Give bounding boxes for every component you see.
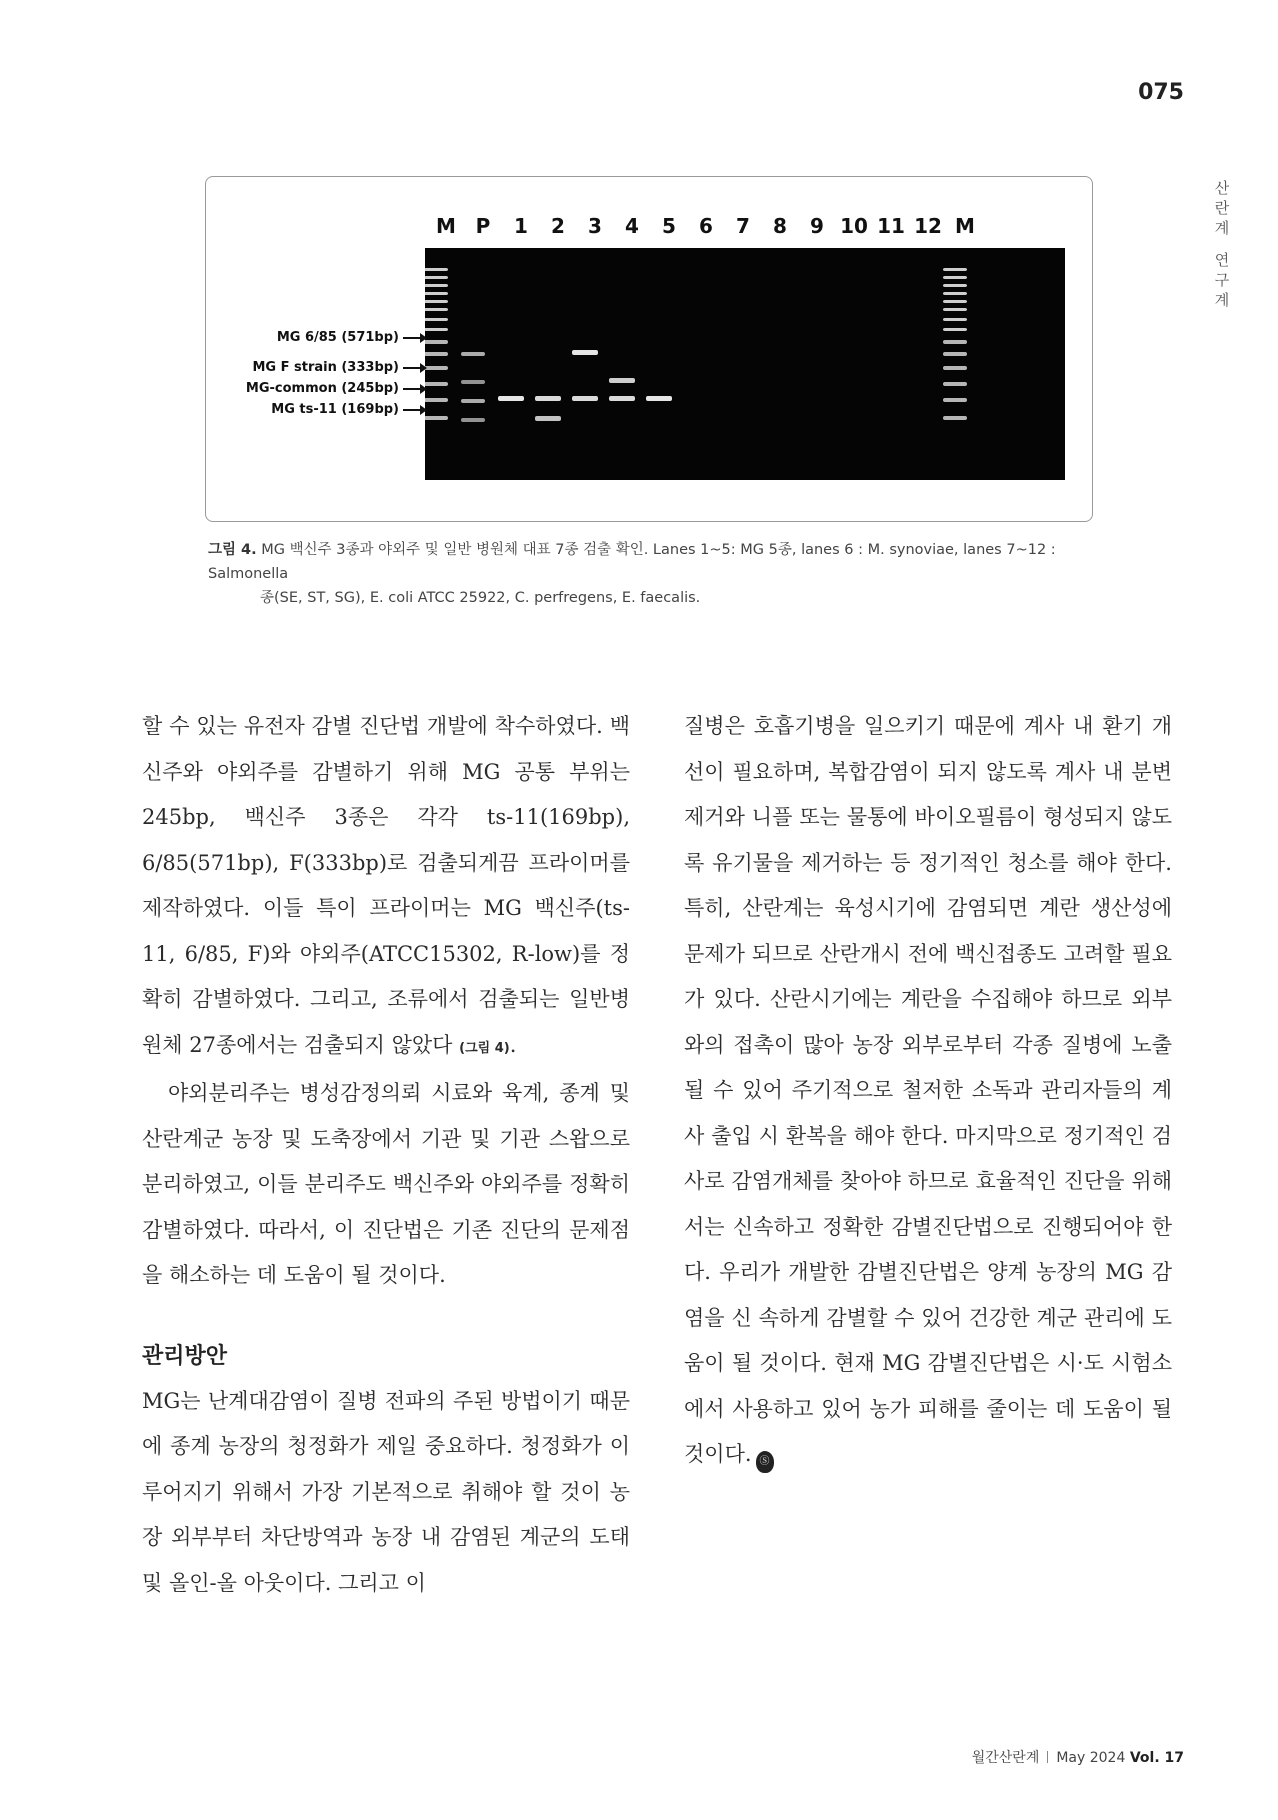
lane-label: 5 bbox=[662, 214, 676, 238]
gel-band bbox=[535, 416, 561, 421]
gel-lane-labels bbox=[436, 214, 1070, 244]
gel-band bbox=[943, 416, 967, 420]
section-heading: 관리방안 bbox=[142, 1343, 228, 1369]
marker-label-571: MG 6/85 (571bp) bbox=[277, 330, 425, 345]
page-number: 075 bbox=[1138, 80, 1184, 105]
side-label-char: 연 bbox=[1214, 251, 1230, 269]
lane-label: 9 bbox=[810, 214, 824, 238]
lane-label: M bbox=[955, 214, 975, 238]
caption-label: 그림 4. bbox=[208, 542, 257, 558]
gel-electrophoresis-image bbox=[425, 248, 1065, 480]
lane-label: 1 bbox=[514, 214, 528, 238]
gel-band bbox=[461, 418, 485, 422]
left-column bbox=[142, 704, 630, 1606]
page-footer bbox=[972, 1747, 1184, 1767]
gel-band bbox=[943, 300, 967, 303]
lane-label: 12 bbox=[914, 214, 942, 238]
gel-band bbox=[425, 382, 448, 386]
gel-band bbox=[609, 396, 635, 401]
gel-band bbox=[943, 276, 967, 279]
issue-date: May 2024 bbox=[1056, 1750, 1126, 1766]
gel-band bbox=[425, 352, 448, 356]
right-column bbox=[684, 704, 1172, 1478]
paragraph: 야외분리주는 병성감정의뢰 시료와 육계, 종계 및 산란계군 농장 및 도축장에서 기관 및 기관 스왑으로 분리하였고, 이들 분리주도 백신주와 야외주를 정확히 감별하였다. 따라서, 이 진단법은 기존 진단의 문제점을 해소하는 데 도움이 될 것이다. bbox=[142, 1081, 630, 1287]
gel-band bbox=[535, 396, 561, 401]
gel-band bbox=[425, 292, 448, 295]
gel-band bbox=[425, 328, 448, 331]
gel-band bbox=[943, 268, 967, 271]
lane-label: 8 bbox=[773, 214, 787, 238]
gel-band bbox=[498, 396, 524, 401]
gel-band bbox=[943, 382, 967, 386]
caption-line-1: MG 백신주 3종과 야외주 및 일반 병원체 대표 7종 검출 확인. Lanes 1~5: MG 5종, lanes 6 : M. synoviae, lanes 7~12 : Salmonella bbox=[208, 542, 1056, 582]
paragraph: 할 수 있는 유전자 감별 진단법 개발에 착수하였다. 백신주와 야외주를 감별하기 위해 MG 공통 부위는 245bp, 백신주 3종은 각각 ts-11(169bp), 6/85(571bp), F(333bp)로 검출되게끔 프라이머를 제작하였다. 이들 특이 프라이머는 MG 백신주(ts-11, 6/85, F)와 야외주(ATCC15302, R-low)를 정확히 감별하였다. 그리고, 조류에서 검출되는 일반병원체 27종에서는 검출되지 않았다 (그림 4). bbox=[142, 714, 630, 1057]
lane-label: 2 bbox=[551, 214, 565, 238]
gel-band bbox=[943, 308, 967, 311]
side-label-char: 산 bbox=[1214, 179, 1230, 197]
gel-band bbox=[943, 398, 967, 402]
lane-label: 10 bbox=[840, 214, 868, 238]
lane-label: 4 bbox=[625, 214, 639, 238]
lane-label: 11 bbox=[877, 214, 905, 238]
gel-band bbox=[943, 328, 967, 331]
side-label-char: 란 bbox=[1214, 199, 1230, 217]
gel-band bbox=[425, 268, 448, 271]
caption-line-2: 종(SE, ST, SG), E. coli ATCC 25922, C. perfregens, E. faecalis. bbox=[260, 590, 701, 606]
gel-band bbox=[425, 300, 448, 303]
end-mark-icon: Ⓢ bbox=[756, 1451, 774, 1473]
gel-band bbox=[943, 366, 967, 370]
side-label-char: 계 bbox=[1214, 291, 1230, 309]
gel-band bbox=[425, 276, 448, 279]
gel-band bbox=[425, 318, 448, 321]
issue-volume: Vol. 17 bbox=[1129, 1750, 1184, 1766]
side-label-char: 계 bbox=[1214, 219, 1230, 237]
gel-band bbox=[461, 380, 485, 384]
lane-label: P bbox=[475, 214, 491, 238]
gel-band bbox=[425, 340, 448, 344]
gel-band bbox=[943, 340, 967, 344]
gel-band bbox=[461, 399, 485, 403]
figure-reference: (그림 4) bbox=[459, 1040, 510, 1056]
gel-band bbox=[461, 352, 485, 356]
gel-band bbox=[572, 350, 598, 355]
gel-band bbox=[425, 398, 448, 402]
lane-label: 7 bbox=[736, 214, 750, 238]
gel-band bbox=[425, 366, 448, 370]
gel-band bbox=[646, 396, 672, 401]
gel-band bbox=[572, 396, 598, 401]
paragraph: 질병은 호흡기병을 일으키기 때문에 계사 내 환기 개선이 필요하며, 복합감염이 되지 않도록 계사 내 분변 제거와 니플 또는 물통에 바이오필름이 형성되지 않도록 유기물을 제거하는 등 정기적인 청소를 해야 한다. 특히, 산란계는 육성시기에 감염되면 계란 생산성에 문제가 되므로 산란개시 전에 백신접종도 고려할 필요가 있다. 산란시기에는 계란을 수집해야 하므로 외부와의 접촉이 많아 농장 외부로부터 각종 질병에 노출될 수 있어 주기적으로 철저한 소독과 관리자들의 계사 출입 시 환복을 해야 한다. 마지막으로 정기적인 검사로 감염개체를 찾아야 하므로 효율적인 진단을 위해서는 신속하고 정확한 감별진단법으로 진행되어야 한다. 우리가 개발한 감별진단법은 양계 농장의 MG 감염을 신 속하게 감별할 수 있어 건강한 계군 관리에 도움이 될 것이다. 현재 MG 감별진단법은 시·도 시험소에서 사용하고 있어 농가 피해를 줄이는 데 도움이 될 것이다. Ⓢ bbox=[684, 704, 1172, 1478]
gel-band bbox=[609, 378, 635, 383]
gel-band bbox=[943, 352, 967, 356]
side-label-char: 구 bbox=[1214, 271, 1230, 289]
side-label-gap bbox=[1210, 238, 1234, 250]
marker-label-169: MG ts-11 (169bp) bbox=[271, 402, 425, 417]
gel-band bbox=[943, 292, 967, 295]
gel-band bbox=[943, 284, 967, 287]
magazine-name: 월간산란계 bbox=[971, 1750, 1040, 1766]
paragraph: MG는 난계대감염이 질병 전파의 주된 방법이기 때문에 종계 농장의 청정화가 제일 중요하다. 청정화가 이루어지기 위해서 가장 기본적으로 취해야 할 것이 농장 외부부터 차단방역과 농장 내 감염된 계군의 도태 및 올인-올 아웃이다. 그리고 이 bbox=[142, 1388, 630, 1595]
marker-label-245: MG-common (245bp) bbox=[246, 381, 425, 396]
gel-band bbox=[425, 308, 448, 311]
lane-label: 6 bbox=[699, 214, 713, 238]
marker-label-333: MG F strain (333bp) bbox=[252, 360, 425, 375]
gel-band bbox=[425, 416, 448, 420]
lane-label: M bbox=[436, 214, 456, 238]
lane-label: 3 bbox=[588, 214, 602, 238]
gel-band bbox=[943, 318, 967, 321]
side-section-label bbox=[1210, 178, 1234, 310]
figure-caption bbox=[208, 538, 1108, 610]
gel-band bbox=[425, 284, 448, 287]
